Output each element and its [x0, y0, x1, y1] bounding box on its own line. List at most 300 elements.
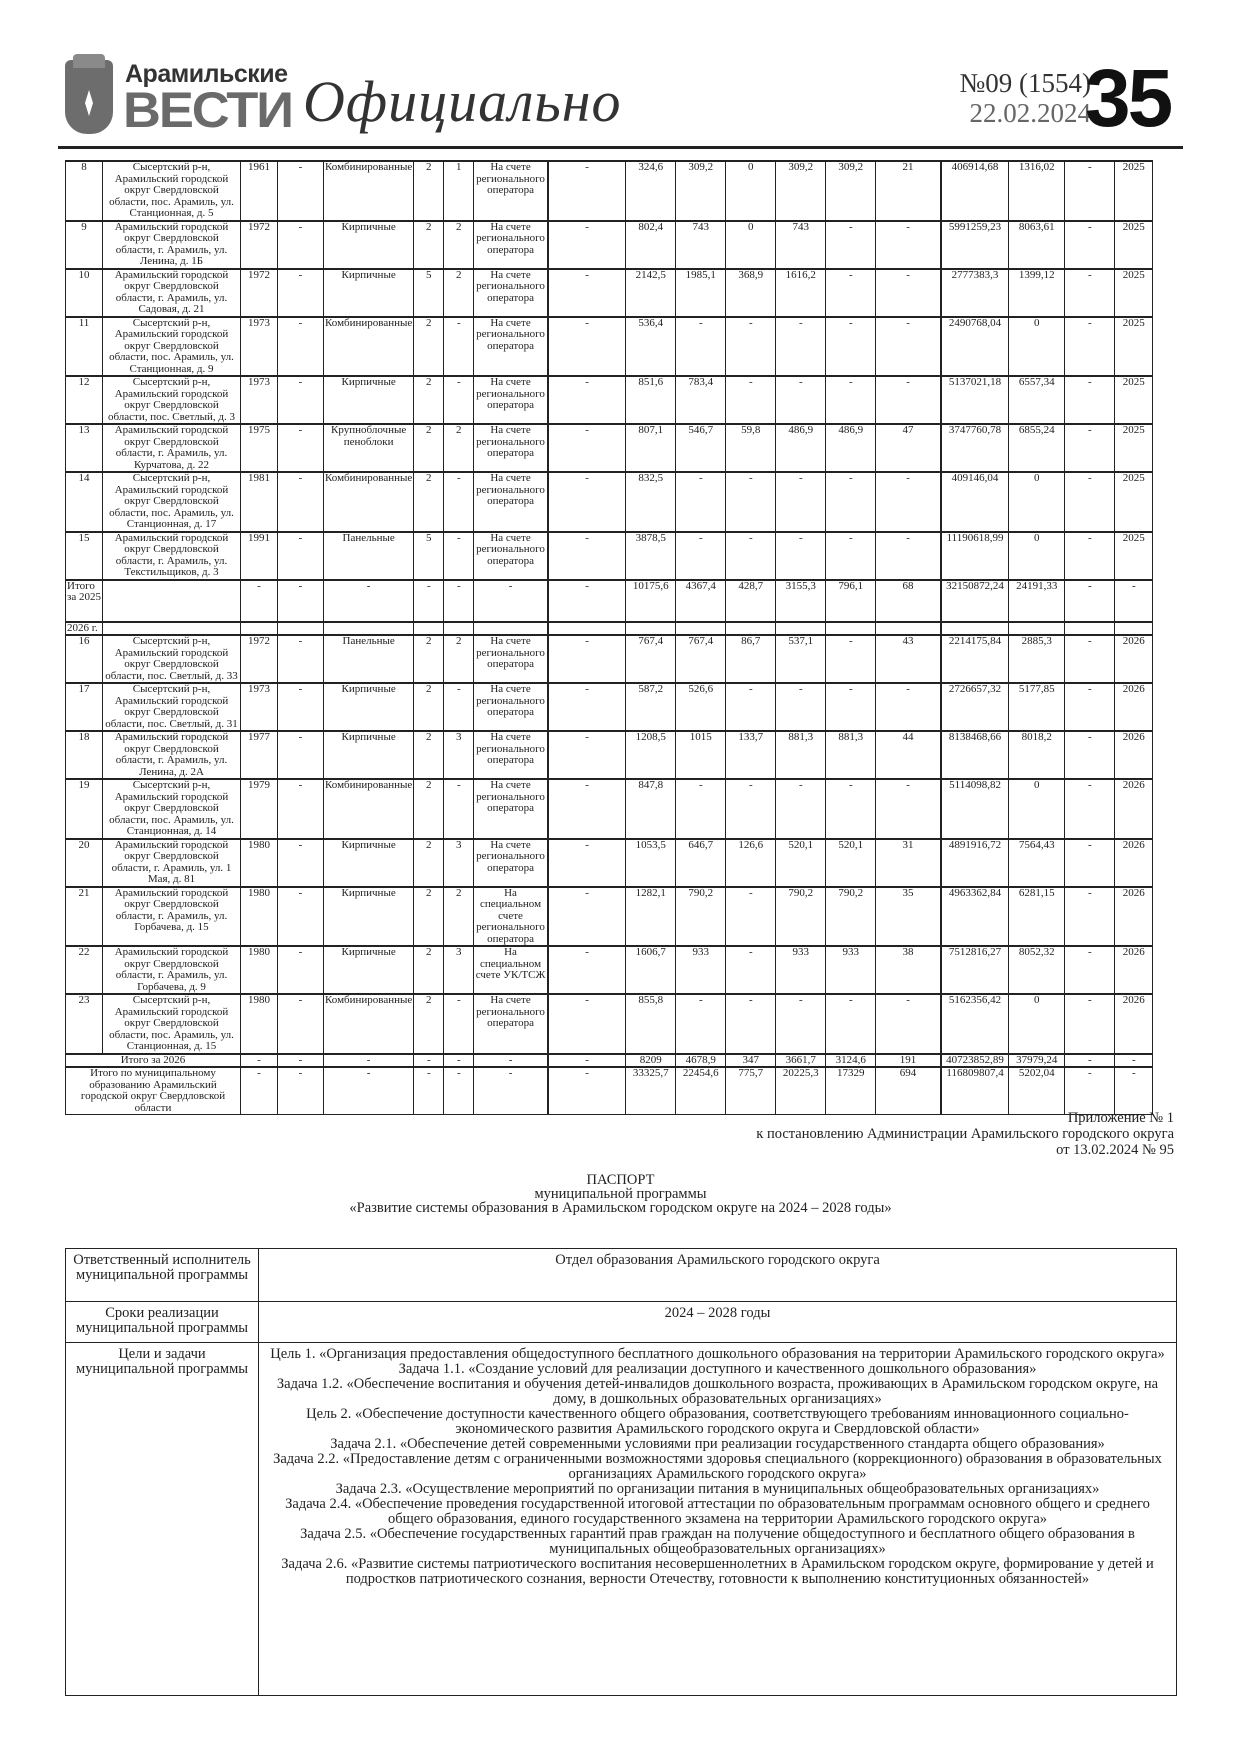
cell-yr: 2026 — [1115, 887, 1153, 947]
cell-mat: Комбинированные — [324, 472, 414, 532]
goal-item: Задача 2.4. «Обеспечение проведения государственной итоговой аттестации по образовательным программам основного общего и среднего общего образования, единого государственного экзамена на территории Арамильского городского округа» — [285, 1496, 1150, 1527]
cell-cost: 8138468,66 — [941, 731, 1009, 779]
cell-a4: - — [776, 532, 826, 580]
cell-yr: 2025 — [1115, 472, 1153, 532]
cell-unit: 8018,2 — [1009, 731, 1065, 779]
masthead — [63, 53, 1183, 146]
cell-a1: 1606,7 — [626, 946, 676, 994]
cell-c4: - — [278, 221, 324, 269]
cell-yr: 2025 — [1115, 161, 1153, 221]
cell-a3: - — [726, 532, 776, 580]
cell-a5: 933 — [826, 946, 876, 994]
cell-empty — [103, 580, 241, 622]
cell-c18: - — [1065, 532, 1115, 580]
cell-yr: 2025 — [1115, 221, 1153, 269]
cell-p: 43 — [876, 635, 941, 683]
table-row — [66, 946, 1153, 994]
cell-a4: - — [776, 683, 826, 731]
cell-a4: 309,2 — [776, 161, 826, 221]
cell-a3: 126,6 — [726, 839, 776, 887]
cell-fl: 2 — [414, 635, 444, 683]
cell-year: 1977 — [241, 731, 278, 779]
cell-year: 1972 — [241, 635, 278, 683]
cell-a2: 546,7 — [676, 424, 726, 472]
cell-a1: 8209 — [626, 1054, 676, 1068]
cell-ent: - — [444, 1054, 474, 1068]
cell-fund: На счете регионального оператора — [474, 317, 548, 377]
cell-c18: - — [1065, 269, 1115, 317]
cell-a5: 309,2 — [826, 161, 876, 221]
cell-cost: 4891916,72 — [941, 839, 1009, 887]
cell-c4: - — [278, 994, 324, 1054]
cell-n: 19 — [66, 779, 103, 839]
cell-fl: 2 — [414, 887, 444, 947]
cell-fund: На счете регионального оператора — [474, 472, 548, 532]
cell-fund: На счете регионального оператора — [474, 839, 548, 887]
cell-a4: 3661,7 — [776, 1054, 826, 1068]
cell-n: 10 — [66, 269, 103, 317]
cell-unit: 0 — [1009, 994, 1065, 1054]
table-row — [66, 779, 1153, 839]
cell-a4: 537,1 — [776, 635, 826, 683]
cell-fl: 2 — [414, 839, 444, 887]
cell-empty — [103, 622, 241, 636]
cell-c9: - — [548, 779, 626, 839]
goal-item: Задача 1.1. «Создание условий для реализации доступного и качественного дошкольного образования» — [398, 1361, 1037, 1377]
cell-fund: На счете регионального оператора — [474, 635, 548, 683]
cell-addr: Арамильский городской округ Свердловской области, г. Арамиль, ул. Горбачева, д. 15 — [103, 887, 241, 947]
program-name: «Развитие системы образования в Арамильском городском округе на 2024 – 2028 годы» — [349, 1200, 892, 1216]
cell-p: 68 — [876, 580, 941, 622]
cell-year: 1980 — [241, 994, 278, 1054]
cell-a5: - — [826, 779, 876, 839]
cell-fl: - — [414, 580, 444, 622]
cell-c4: - — [278, 161, 324, 221]
appendix-line-2: к постановлению Администрации Арамильского городского округа — [756, 1126, 1174, 1142]
cell-n: 8 — [66, 161, 103, 221]
cell-p: - — [876, 779, 941, 839]
cell-mat: Кирпичные — [324, 887, 414, 947]
cell-a5: 796,1 — [826, 580, 876, 622]
cell-n: 13 — [66, 424, 103, 472]
cell-a1: 1282,1 — [626, 887, 676, 947]
cell-year: - — [241, 1067, 278, 1115]
cell-fl: 2 — [414, 683, 444, 731]
passport-goals — [259, 1343, 1177, 1696]
passport-label: Сроки реализации муниципальной программы — [66, 1302, 259, 1343]
cell-ent: 3 — [444, 839, 474, 887]
cell-p: 21 — [876, 161, 941, 221]
cell-unit: 7564,43 — [1009, 839, 1065, 887]
cell-mat: Кирпичные — [324, 731, 414, 779]
cell-fund: На счете регионального оператора — [474, 161, 548, 221]
cell-p: - — [876, 683, 941, 731]
cell-a2: 1015 — [676, 731, 726, 779]
cell-p: 44 — [876, 731, 941, 779]
cell-mat: Кирпичные — [324, 269, 414, 317]
cell-addr: Арамильский городской округ Свердловской области, г. Арамиль, ул. Ленина, д. 1Б — [103, 221, 241, 269]
table-row — [66, 472, 1153, 532]
cell-c9: - — [548, 839, 626, 887]
cell-ent: - — [444, 317, 474, 377]
cell-ent: 2 — [444, 269, 474, 317]
table-row — [66, 731, 1153, 779]
cell-n: 17 — [66, 683, 103, 731]
cell-c18: - — [1065, 887, 1115, 947]
cell-p: - — [876, 994, 941, 1054]
cell-ent: 2 — [444, 635, 474, 683]
cell-ent: - — [444, 532, 474, 580]
cell-ent: - — [444, 472, 474, 532]
cell-unit: 1316,02 — [1009, 161, 1065, 221]
cell-mat: Комбинированные — [324, 779, 414, 839]
cell-p: - — [876, 532, 941, 580]
cell-addr: Арамильский городской округ Свердловской области, г. Арамиль, ул. 1 Мая, д. 81 — [103, 839, 241, 887]
cell-a1: 33325,7 — [626, 1067, 676, 1115]
cell-c4: - — [278, 269, 324, 317]
cell-c9: - — [548, 317, 626, 377]
cell-c18: - — [1065, 994, 1115, 1054]
cell-c9: - — [548, 269, 626, 317]
cell-mat: Комбинированные — [324, 994, 414, 1054]
cell-mat: Панельные — [324, 635, 414, 683]
cell-a3: 0 — [726, 161, 776, 221]
cell-a1: 324,6 — [626, 161, 676, 221]
cell-unit: 6557,34 — [1009, 376, 1065, 424]
cell-mat: Комбинированные — [324, 161, 414, 221]
cell-c18: - — [1065, 424, 1115, 472]
cell-year: 1972 — [241, 221, 278, 269]
cell-a4: 20225,3 — [776, 1067, 826, 1115]
cell-a2: 646,7 — [676, 839, 726, 887]
cell-c18: - — [1065, 731, 1115, 779]
cell-a2: 22454,6 — [676, 1067, 726, 1115]
cell-n: 15 — [66, 532, 103, 580]
cell-ent: - — [444, 376, 474, 424]
cell-ent: 1 — [444, 161, 474, 221]
cell-fund: На счете регионального оператора — [474, 779, 548, 839]
cell-p: 35 — [876, 887, 941, 947]
cell-c18: - — [1065, 779, 1115, 839]
cell-unit: 5177,85 — [1009, 683, 1065, 731]
cell-ent: - — [444, 683, 474, 731]
cell-fl: 2 — [414, 994, 444, 1054]
cell-cost: 116809807,4 — [941, 1067, 1009, 1115]
cell-year: 1980 — [241, 887, 278, 947]
header-rule — [58, 146, 1183, 149]
cell-n: 20 — [66, 839, 103, 887]
table-row — [66, 994, 1153, 1054]
appendix-line-1: Приложение № 1 — [1067, 1110, 1174, 1126]
cell-empty — [324, 622, 414, 636]
cell-fl: 5 — [414, 532, 444, 580]
cell-a5: - — [826, 994, 876, 1054]
cell-c4: - — [278, 376, 324, 424]
cell-fl: - — [414, 1067, 444, 1115]
table-row — [66, 221, 1153, 269]
cell-a3: - — [726, 779, 776, 839]
cell-a2: 1985,1 — [676, 269, 726, 317]
passport-table — [65, 1248, 1177, 1696]
total-label: Итого за 2025 — [66, 580, 103, 622]
cell-p: 694 — [876, 1067, 941, 1115]
table-row — [66, 839, 1153, 887]
cell-p: 31 — [876, 839, 941, 887]
cell-a2: - — [676, 532, 726, 580]
cell-fl: 2 — [414, 221, 444, 269]
issue-number: №09 (1554) — [959, 68, 1091, 98]
cell-p: 47 — [876, 424, 941, 472]
cell-c4: - — [278, 532, 324, 580]
cell-a5: 17329 — [826, 1067, 876, 1115]
cell-a5: - — [826, 317, 876, 377]
cell-c9: - — [548, 635, 626, 683]
houses-table — [65, 160, 1153, 1115]
cell-addr: Сысертский р-н, Арамильский городской округ Свердловской области, пос. Арамиль, ул. Станционная, д. 17 — [103, 472, 241, 532]
cell-a3: 368,9 — [726, 269, 776, 317]
cell-mat: Кирпичные — [324, 376, 414, 424]
cell-a3: - — [726, 994, 776, 1054]
cell-empty — [626, 622, 676, 636]
cell-yr: 2026 — [1115, 946, 1153, 994]
cell-year: - — [241, 580, 278, 622]
cell-yr: - — [1115, 1054, 1153, 1068]
coat-of-arms-icon — [65, 60, 113, 134]
cell-cost: 4963362,84 — [941, 887, 1009, 947]
cell-unit: 2885,3 — [1009, 635, 1065, 683]
cell-a3: 428,7 — [726, 580, 776, 622]
cell-a3: - — [726, 472, 776, 532]
cell-a5: 3124,6 — [826, 1054, 876, 1068]
cell-fl: - — [414, 1054, 444, 1068]
cell-a3: 86,7 — [726, 635, 776, 683]
cell-empty — [1115, 622, 1153, 636]
cell-fl: 2 — [414, 376, 444, 424]
cell-mat: - — [324, 1067, 414, 1115]
goal-item: Задача 2.1. «Обеспечение детей современными условиями при реализации государственного стандарта общего образования» — [330, 1436, 1105, 1452]
cell-a1: 802,4 — [626, 221, 676, 269]
cell-c18: - — [1065, 1067, 1115, 1115]
table-row — [66, 532, 1153, 580]
cell-cost: 5991259,23 — [941, 221, 1009, 269]
table-row — [66, 161, 1153, 221]
table-row — [66, 269, 1153, 317]
passport-row — [66, 1343, 1177, 1696]
passport-row — [66, 1249, 1177, 1302]
cell-a3: 0 — [726, 221, 776, 269]
cell-empty — [444, 622, 474, 636]
cell-yr: 2026 — [1115, 994, 1153, 1054]
cell-mat: Кирпичные — [324, 946, 414, 994]
cell-cost: 409146,04 — [941, 472, 1009, 532]
cell-year: 1979 — [241, 779, 278, 839]
cell-c4: - — [278, 683, 324, 731]
cell-empty — [241, 622, 278, 636]
cell-addr: Сысертский р-н, Арамильский городской округ Свердловской области, пос. Светлый, д. 33 — [103, 635, 241, 683]
cell-yr: 2026 — [1115, 635, 1153, 683]
cell-p: - — [876, 472, 941, 532]
cell-a5: - — [826, 532, 876, 580]
cell-n: 11 — [66, 317, 103, 377]
cell-year: 1973 — [241, 376, 278, 424]
cell-mat: - — [324, 1054, 414, 1068]
cell-c4: - — [278, 1054, 324, 1068]
cell-n: 16 — [66, 635, 103, 683]
cell-unit: 5202,04 — [1009, 1067, 1065, 1115]
cell-unit: 6855,24 — [1009, 424, 1065, 472]
cell-empty — [776, 622, 826, 636]
cell-c18: - — [1065, 472, 1115, 532]
cell-c9: - — [548, 994, 626, 1054]
cell-c18: - — [1065, 946, 1115, 994]
cell-p: - — [876, 317, 941, 377]
cell-year: 1981 — [241, 472, 278, 532]
cell-fund: - — [474, 1054, 548, 1068]
cell-a2: - — [676, 779, 726, 839]
cell-a1: 536,4 — [626, 317, 676, 377]
cell-mat: Крупноблочные пеноблоки — [324, 424, 414, 472]
cell-cost: 3747760,78 — [941, 424, 1009, 472]
cell-c18: - — [1065, 683, 1115, 731]
cell-unit: 8052,32 — [1009, 946, 1065, 994]
cell-cost: 406914,68 — [941, 161, 1009, 221]
cell-unit: 6281,15 — [1009, 887, 1065, 947]
cell-ent: 3 — [444, 731, 474, 779]
cell-ent: 3 — [444, 946, 474, 994]
cell-c18: - — [1065, 580, 1115, 622]
passport-value: 2024 – 2028 годы — [259, 1302, 1177, 1343]
cell-empty — [876, 622, 941, 636]
cell-a4: - — [776, 779, 826, 839]
cell-unit: 24191,33 — [1009, 580, 1065, 622]
cell-yr: 2025 — [1115, 532, 1153, 580]
cell-unit: 0 — [1009, 779, 1065, 839]
cell-c4: - — [278, 731, 324, 779]
cell-cost: 2777383,3 — [941, 269, 1009, 317]
cell-c4: - — [278, 779, 324, 839]
cell-c9: - — [548, 376, 626, 424]
cell-year: 1980 — [241, 839, 278, 887]
cell-cost: 5162356,42 — [941, 994, 1009, 1054]
cell-year: 1975 — [241, 424, 278, 472]
cell-c9: - — [548, 580, 626, 622]
year-2026-row — [66, 622, 1153, 636]
cell-fl: 2 — [414, 472, 444, 532]
cell-addr: Арамильский городской округ Свердловской области, г. Арамиль, ул. Курчатова, д. 22 — [103, 424, 241, 472]
cell-ent: - — [444, 1067, 474, 1115]
cell-addr: Сысертский р-н, Арамильский городской округ Свердловской области, пос. Арамиль, ул. Станционная, д. 14 — [103, 779, 241, 839]
cell-a2: 309,2 — [676, 161, 726, 221]
cell-fund: На счете регионального оператора — [474, 424, 548, 472]
cell-yr: - — [1115, 580, 1153, 622]
cell-fund: На специальном счете регионального оператора — [474, 887, 548, 947]
issue-date: 22.02.2024 — [969, 98, 1091, 128]
passport-label: Цели и задачи муниципальной программы — [66, 1343, 259, 1696]
cell-addr: Арамильский городской округ Свердловской области, г. Арамиль, ул. Горбачева, д. 9 — [103, 946, 241, 994]
cell-empty — [826, 622, 876, 636]
cell-a3: 347 — [726, 1054, 776, 1068]
cell-mat: Кирпичные — [324, 221, 414, 269]
cell-c9: - — [548, 424, 626, 472]
total-label: Итого по муниципальному образованию Арамильский городской округ Свердловской области — [66, 1067, 241, 1115]
page-number: 35 — [1085, 53, 1171, 144]
cell-a4: - — [776, 472, 826, 532]
cell-p: - — [876, 269, 941, 317]
cell-c4: - — [278, 424, 324, 472]
cell-year: 1961 — [241, 161, 278, 221]
cell-cost: 32150872,24 — [941, 580, 1009, 622]
cell-cost: 2214175,84 — [941, 635, 1009, 683]
cell-p: 38 — [876, 946, 941, 994]
cell-ent: - — [444, 580, 474, 622]
appendix-line-3: от 13.02.2024 № 95 — [1056, 1142, 1174, 1158]
goal-item: Задача 1.2. «Обеспечение воспитания и обучения детей-инвалидов дошкольного возраста, проживающих в Арамильском городском округе, на дому, в дошкольных образовательных организациях» — [276, 1376, 1159, 1407]
cell-fund: На счете регионального оператора — [474, 994, 548, 1054]
cell-yr: 2026 — [1115, 839, 1153, 887]
cell-addr: Арамильский городской округ Свердловской области, г. Арамиль, ул. Текстильщиков, д. 3 — [103, 532, 241, 580]
cell-a4: - — [776, 376, 826, 424]
cell-a5: - — [826, 221, 876, 269]
cell-yr: 2026 — [1115, 731, 1153, 779]
total-2026-row — [66, 1054, 1153, 1068]
table-row — [66, 424, 1153, 472]
cell-a4: 790,2 — [776, 887, 826, 947]
cell-yr: 2025 — [1115, 269, 1153, 317]
cell-fl: 2 — [414, 424, 444, 472]
cell-unit: 0 — [1009, 317, 1065, 377]
cell-cost: 2490768,04 — [941, 317, 1009, 377]
cell-yr: 2026 — [1115, 779, 1153, 839]
cell-c4: - — [278, 472, 324, 532]
total-2025-row — [66, 580, 1153, 622]
table-row — [66, 683, 1153, 731]
appendix-note — [756, 1110, 1174, 1158]
cell-a5: 520,1 — [826, 839, 876, 887]
cell-ent: 2 — [444, 887, 474, 947]
cell-yr: - — [1115, 1067, 1153, 1115]
cell-unit: 0 — [1009, 532, 1065, 580]
cell-empty — [1009, 622, 1065, 636]
table-row — [66, 635, 1153, 683]
cell-a3: 59,8 — [726, 424, 776, 472]
cell-mat: Кирпичные — [324, 839, 414, 887]
cell-empty — [548, 622, 626, 636]
cell-a2: 767,4 — [676, 635, 726, 683]
cell-a3: - — [726, 376, 776, 424]
cell-c9: - — [548, 683, 626, 731]
cell-addr: Арамильский городской округ Свердловской области, г. Арамиль, ул. Садовая, д. 21 — [103, 269, 241, 317]
cell-mat: Кирпичные — [324, 683, 414, 731]
cell-a1: 832,5 — [626, 472, 676, 532]
cell-a5: - — [826, 376, 876, 424]
cell-empty — [278, 622, 324, 636]
cell-a2: 526,6 — [676, 683, 726, 731]
cell-cost: 40723852,89 — [941, 1054, 1009, 1068]
cell-c9: - — [548, 161, 626, 221]
cell-cost: 7512816,27 — [941, 946, 1009, 994]
cell-a2: - — [676, 994, 726, 1054]
cell-fl: 2 — [414, 161, 444, 221]
cell-empty — [474, 622, 548, 636]
cell-cost: 5137021,18 — [941, 376, 1009, 424]
cell-cost: 5114098,82 — [941, 779, 1009, 839]
cell-yr: 2025 — [1115, 424, 1153, 472]
cell-ent: 2 — [444, 424, 474, 472]
table-row — [66, 317, 1153, 377]
cell-year: 1973 — [241, 683, 278, 731]
cell-a4: 486,9 — [776, 424, 826, 472]
cell-c18: - — [1065, 376, 1115, 424]
